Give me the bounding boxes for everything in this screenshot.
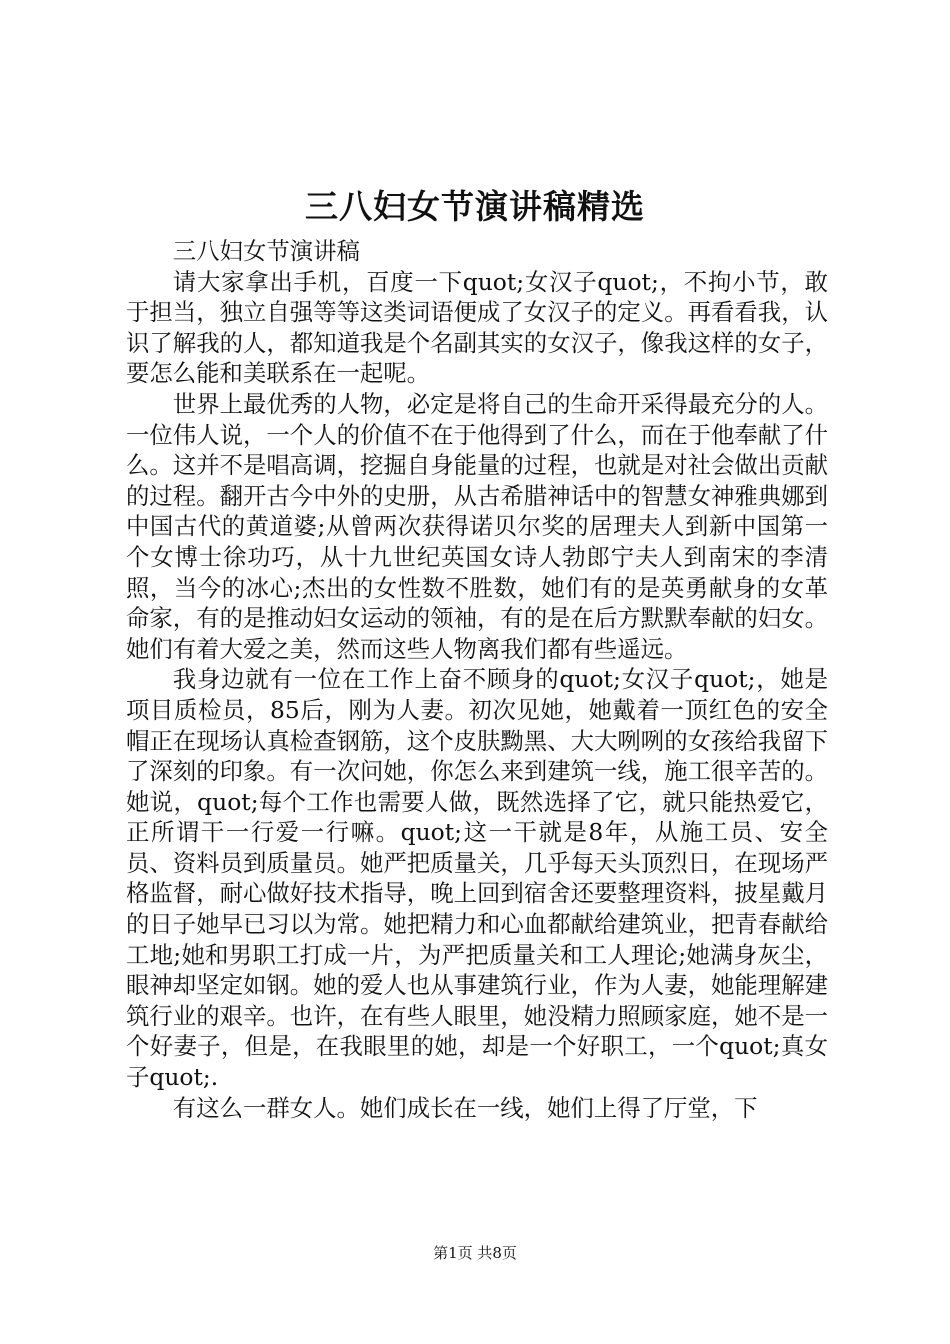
document-body (126, 236, 828, 1123)
document-title: 三八妇女节演讲稿精选 (305, 187, 645, 226)
paragraph-subtitle: 三八妇女节演讲稿 (172, 237, 360, 265)
page-footer: 第1页 共8页 (433, 1244, 517, 1262)
paragraph: 世界上最优秀的人物，必定是将自己的生命开采得最充分的人。一位伟人说，一个人的价值不在于他得到了什么，而在于他奉献了什么。这并不是唱高调，挖掘自身能量的过程，也就是对社会做出贡献的过程。翻开古今中外的史册，从古希腊神话中的智慧女神雅典娜到中国古代的黄道婆;从曾两次获得诺贝尔奖的居理夫人到新中国第一个女博士徐功巧，从十九世纪英国女诗人勃郎宁夫人到南宋的李清照，当今的冰心;杰出的女性数不胜数，她们有的是英勇献身的女革命家，有的是推动妇女运动的领袖，有的是在后方默默奉献的妇女。她们有着大爱之美，然而这些人物离我们都有些遥远。 (126, 389, 828, 663)
paragraph: 有这么一群女人。她们成长在一线，她们上得了厅堂，下 (172, 1093, 758, 1122)
paragraph: 我身边就有一位在工作上奋不顾身的quot;女汉子quot;，她是项目质检员，85后，刚为人妻。初次见她，她戴着一顶红色的安全帽正在现场认真检查钢筋，这个皮肤黝黑、大大咧咧的女孩给我留下了深刻的印象。有一次问她，你怎么来到建筑一线，施工很辛苦的。她说，quot;每个工作也需要人做，既然选择了它，就只能热爱它，正所谓干一行爱一行嘛。quot;这一干就是8年，从施工员、安全员、资料员到质量员。她严把质量关，几乎每天头顶烈日，在现场严格监督，耐心做好技术指导，晚上回到宿舍还要整理资料，披星戴月的日子她早已习以为常。她把精力和心血都献给建筑业，把青春献给工地;她和男职工打成一片，为严把质量关和工人理论;她满身灰尘，眼神却坚定如钢。她的爱人也从事建筑行业，作为人妻，她能理解建筑行业的艰辛。也许，在有些人眼里，她没精力照顾家庭，她不是一个好妻子，但是，在我眼里的她，却是一个好职工，一个quot;真女子quot;. (126, 665, 828, 1092)
paragraph: 请大家拿出手机，百度一下quot;女汉子quot;，不拘小节，敢于担当，独立自强等等这类词语便成了女汉子的定义。再看看我，认识了解我的人，都知道我是个名副其实的女汉子，像我这样的女子，要怎么能和美联系在一起呢。 (126, 267, 828, 388)
